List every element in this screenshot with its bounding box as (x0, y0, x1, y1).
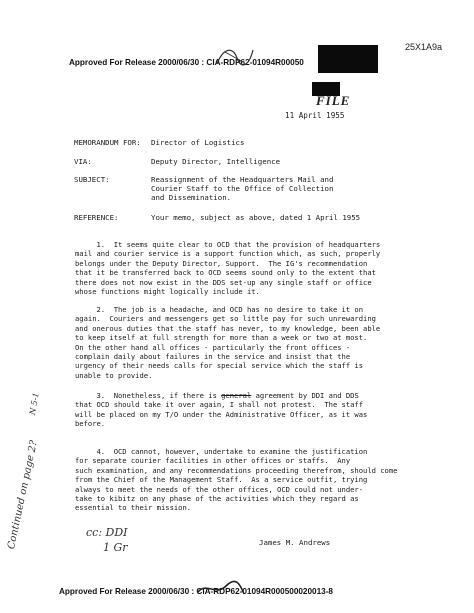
via-value: Deputy Director, Intelligence (151, 157, 281, 166)
paragraph-2: 2. The job is a headache, and OCD has no desire to take it on again. Couriers and messengers get so little pay for such unrewarding and onerous duties that the staff has never, to my knowledge, been able to keep itself at full strength for more than a week or two at most. On the other hand all offices - particularly the front offices - complain daily about failures in the service and insist that the urgency of their needs calls for special service which the staff is unable to provide. (75, 305, 381, 380)
subject-label: SUBJECT: (74, 175, 110, 184)
paragraph-1: 1. It seems quite clear to OCD that the provision of headquarters mail and courier service is a support function which, as such, properly belongs under the Deputy Director, Support. The IG's recommendation that it be transferred back to OCD seems sound only to the extent that there does not now exist in the DDS set-up any single staff or office whose functions might logically include it. (75, 240, 381, 297)
release-footer: Approved For Release 2000/06/30 : CIA-RDP62-01094R000500020013-8 (59, 587, 333, 596)
paragraph-3 (75, 391, 405, 429)
reference-value: Your memo, subject as above, dated 1 April 1955 (151, 213, 361, 222)
handwritten-margin-note-small: N 5-1 (28, 391, 41, 416)
redaction-block-top (318, 45, 378, 73)
reference-label: REFERENCE: (74, 213, 119, 222)
memo-date: 11 April 1955 (285, 111, 345, 120)
via-label: VIA: (74, 157, 92, 166)
memorandum-for-value: Director of Logistics (151, 138, 245, 147)
paragraph-3-start: 3. Nonetheless, if there is (75, 391, 222, 400)
paragraph-3-end: agreement by DDI and DDS that OCD should take it over again, I shall not protest. The staff will be placed on my T/O under the Administrative Officer, as it was before. (75, 391, 368, 429)
handwritten-scribble-top (215, 44, 255, 70)
handwritten-margin-note: Continued on page 2? (6, 439, 40, 551)
paragraph-3-struck-word: general (221, 391, 252, 400)
handwritten-scribble-bottom (196, 580, 246, 598)
signature-name: James M. Andrews (259, 538, 331, 547)
memorandum-for-label: MEMORANDUM FOR: (74, 138, 141, 147)
subject-value: Reassignment of the Headquarters Mail and Courier Staff to the Office of Collection and Dissemination. (151, 175, 334, 202)
file-stamp: FILE (316, 93, 351, 108)
serial-number: 25X1A9a (405, 42, 443, 52)
release-header: Approved For Release 2000/06/30 : CIA-RDP62-01094R00050 (69, 58, 304, 67)
handwritten-cc: cc: DDI (86, 526, 128, 539)
handwritten-cc-2: 1 Gr (103, 541, 128, 554)
paragraph-4: 4. OCD cannot, however, undertake to examine the justification for separate courier facilities in other offices or staffs. Any such examination, and any recommendations proceeding therefrom, should come from the Chief of the Management Staff. As a service outfit, trying always to meet the needs of the other offices, OCD could not under- take to kibitz on any phase of the activities which they regard as essential to their mission. (75, 447, 398, 513)
